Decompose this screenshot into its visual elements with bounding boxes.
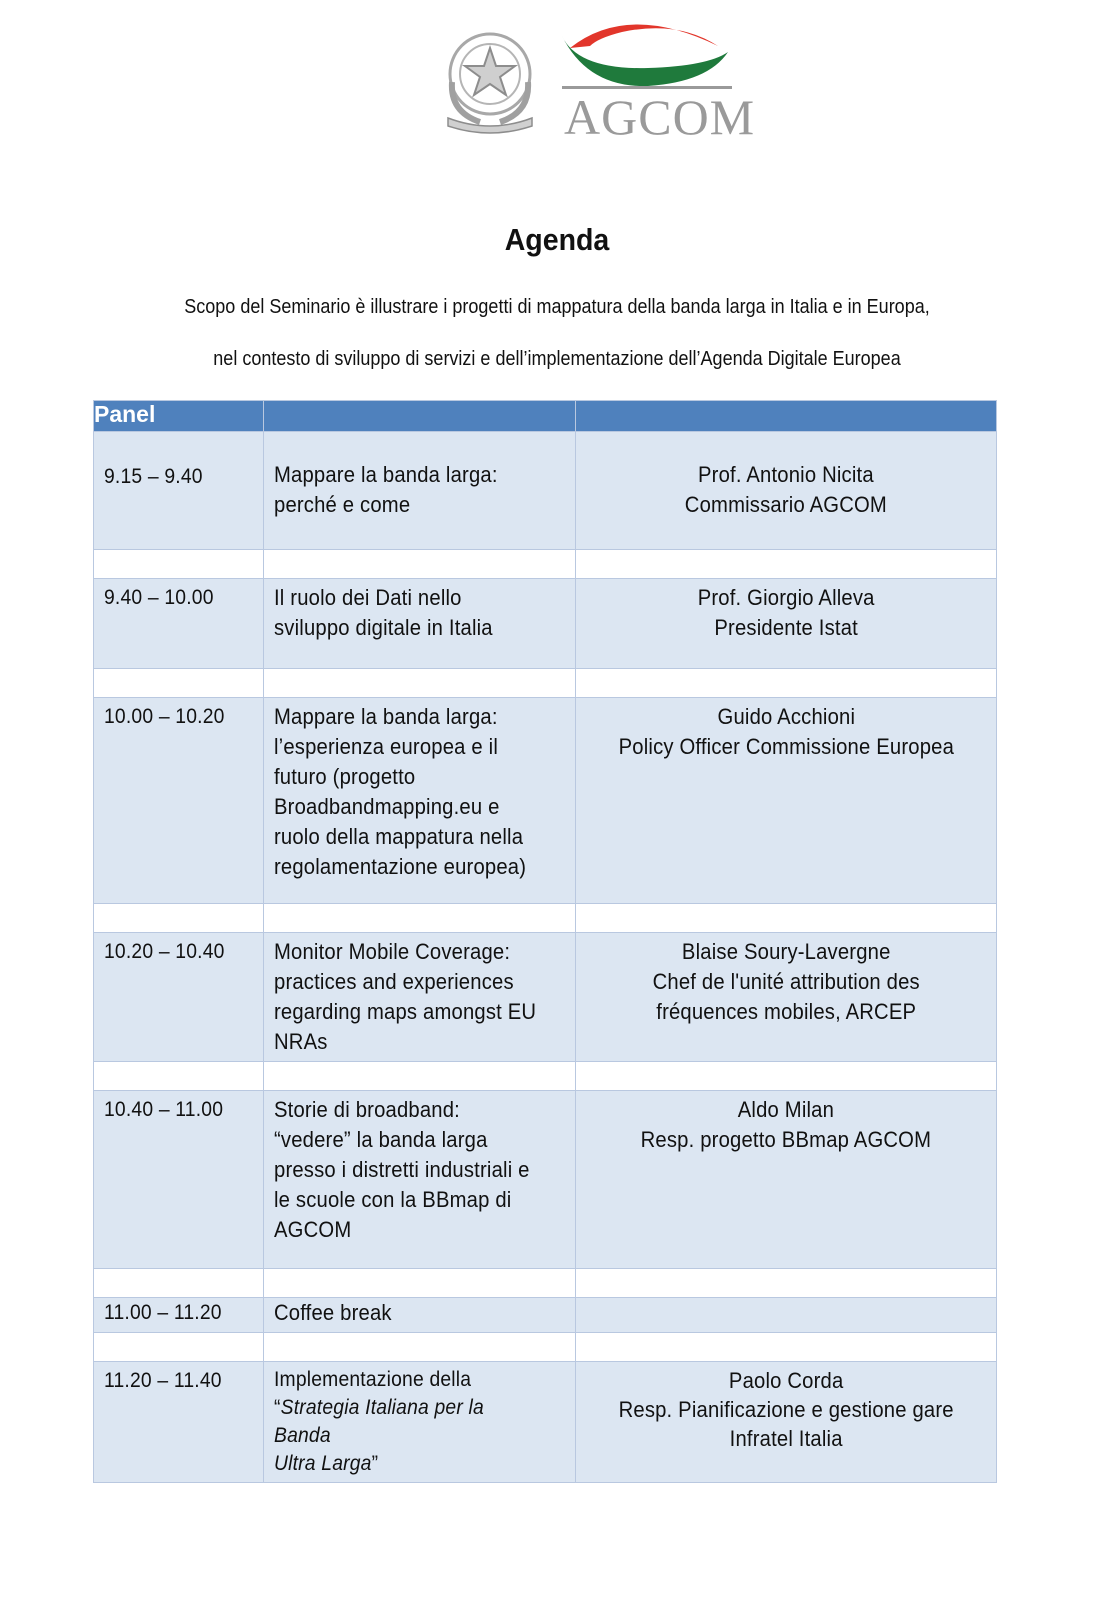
- session-time: 11.20 – 11.40: [104, 1369, 222, 1392]
- session-time: 10.40 – 11.00: [104, 1098, 224, 1121]
- table-row: [94, 432, 997, 550]
- session-speaker: Aldo Milan Resp. progetto BBmap AGCOM: [640, 1097, 932, 1152]
- topic-suffix: ”: [372, 1452, 379, 1475]
- table-header-row: [94, 401, 997, 432]
- agcom-logo-text: AGCOM: [564, 89, 756, 145]
- session-topic: Il ruolo dei Dati nello sviluppo digitale in Italia: [274, 585, 494, 640]
- session-topic: Coffee break: [274, 1300, 393, 1325]
- session-time: 10.20 – 10.40: [104, 940, 225, 963]
- table-row: [94, 1298, 997, 1333]
- spacer-row: [94, 904, 997, 933]
- spacer-row: [94, 1333, 997, 1362]
- table-row: [94, 1091, 997, 1269]
- intro-line-2: nel contesto di sviluppo di servizi e dell’implementazione dell’Agenda Digitale Europea: [213, 348, 901, 370]
- header-logos: [440, 10, 756, 145]
- spacer-row: [94, 550, 997, 579]
- session-time: 11.00 – 11.20: [104, 1301, 222, 1324]
- session-topic: Mappare la banda larga: l’esperienza europea e il futuro (progetto Broadbandmapping.eu e ruolo della mappatura nella regolamentazione europea): [274, 704, 527, 879]
- session-speaker: Blaise Soury-Lavergne Chef de l'unité attribution des fréquences mobiles, ARCEP: [652, 939, 920, 1024]
- table-row: [94, 579, 997, 669]
- intro-line-1: Scopo del Seminario è illustrare i progetti di mappatura della banda larga in Italia e in Europa,: [184, 296, 930, 318]
- table-row: [94, 698, 997, 904]
- agenda-table: [93, 400, 997, 1483]
- session-time: 10.00 – 10.20: [104, 705, 225, 728]
- session-topic: Mappare la banda larga: perché e come: [274, 462, 499, 517]
- topic-italic: Strategia Italiana per la Banda Ultra Larga: [274, 1396, 485, 1475]
- italian-republic-emblem-icon: [440, 22, 540, 138]
- session-speaker: Prof. Antonio Nicita Commissario AGCOM: [685, 462, 888, 517]
- session-speaker: Prof. Giorgio Alleva Presidente Istat: [697, 585, 875, 640]
- table-row: [94, 1362, 997, 1483]
- session-topic: [274, 1366, 542, 1478]
- session-time: 9.15 – 9.40: [104, 465, 203, 488]
- session-time: 9.40 – 10.00: [104, 586, 214, 609]
- session-topic: Monitor Mobile Coverage: practices and experiences regarding maps amongst EU NRAs: [274, 939, 537, 1054]
- spacer-row: [94, 1062, 997, 1091]
- panel-header: Panel: [94, 401, 264, 432]
- spacer-row: [94, 669, 997, 698]
- table-row: [94, 933, 997, 1062]
- spacer-row: [94, 1269, 997, 1298]
- topic-prefix: Implementazione della “: [274, 1368, 472, 1419]
- page-title: Agenda: [504, 222, 610, 257]
- session-speaker: Paolo Corda Resp. Pianificazione e gestione gare Infratel Italia: [618, 1368, 954, 1451]
- session-speaker: Guido Acchioni Policy Officer Commissione Europea: [618, 704, 954, 759]
- session-topic: Storie di broadband: “vedere” la banda larga presso i distretti industriali e le scuole con la BBmap di AGCOM: [274, 1097, 531, 1242]
